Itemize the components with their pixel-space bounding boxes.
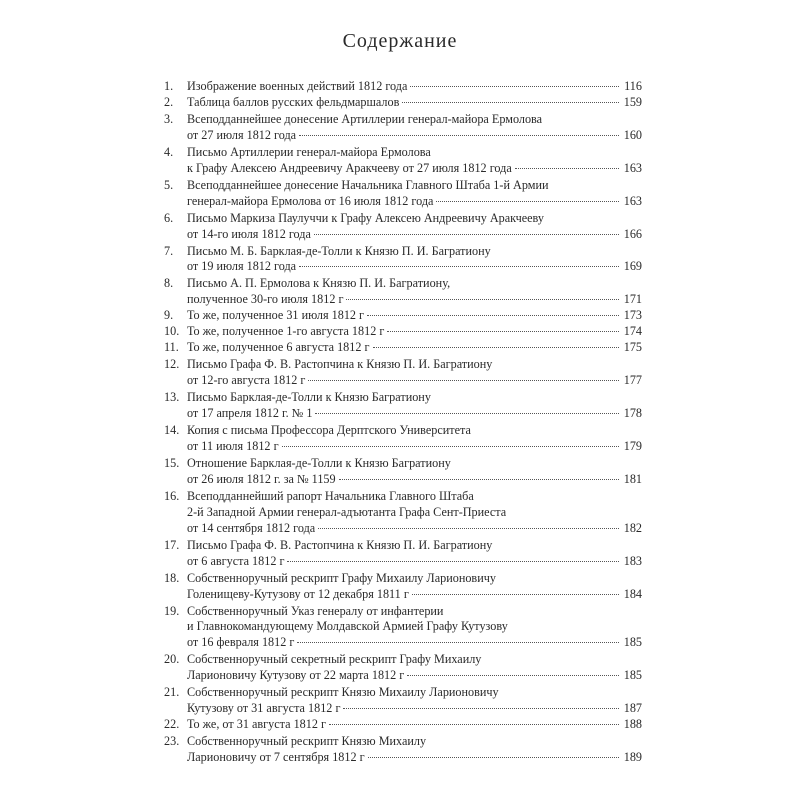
- toc-entry-number: 17.: [164, 537, 180, 552]
- toc-entry[interactable]: [164, 211, 642, 243]
- toc-entry-title-line: от 16 февраля 1812 г: [187, 635, 295, 650]
- toc-entry-number: 11.: [164, 340, 179, 355]
- toc-entry[interactable]: [164, 685, 642, 717]
- toc-entry-page-number: 187: [623, 701, 642, 716]
- toc-entry-page-number: 173: [623, 308, 642, 323]
- dot-leader: [339, 479, 619, 480]
- toc-entry[interactable]: [164, 571, 642, 603]
- toc-entry-number: 15.: [164, 455, 180, 470]
- toc-entry-page-number: 177: [623, 373, 642, 388]
- toc-entry-title-line: Копия с письма Профессора Дерптского Университета: [187, 423, 471, 438]
- toc-entry-page-number: 166: [623, 226, 642, 241]
- toc-entry-number: 10.: [164, 324, 180, 339]
- toc-entry-title-line: То же, полученное 1-го августа 1812 г: [187, 324, 385, 339]
- toc-entry-page-number: 188: [623, 717, 642, 732]
- toc-entry-page-number: 169: [623, 259, 642, 274]
- dot-leader: [367, 315, 619, 316]
- toc-entry-title-line: от 14-го июля 1812 года: [187, 226, 311, 241]
- toc-entry[interactable]: [164, 95, 642, 111]
- dot-leader: [315, 413, 619, 414]
- toc-entry-title-line: от 11 июля 1812 г: [187, 438, 279, 453]
- toc-entry-title-line: от 27 июля 1812 года: [187, 127, 297, 142]
- dot-leader: [436, 201, 619, 202]
- toc-entry-number: 14.: [164, 423, 180, 438]
- dot-leader: [387, 331, 619, 332]
- toc-entry[interactable]: [164, 604, 642, 652]
- toc-entry[interactable]: [164, 276, 642, 308]
- dot-leader: [297, 642, 619, 643]
- toc-entry-title-line: Собственноручный рескрипт Графу Михаилу Ларионовичу: [187, 570, 496, 585]
- dot-leader: [314, 234, 619, 235]
- toc-entry-page-number: 159: [623, 94, 642, 109]
- toc-entry-title-line: То же, полученное 6 августа 1812 г: [187, 340, 370, 355]
- dot-leader: [299, 135, 619, 136]
- toc-entry-title-line: полученное 30-го июля 1812 г: [187, 292, 344, 307]
- toc-entry-number: 20.: [164, 652, 180, 667]
- page-title: Содержание: [342, 30, 458, 52]
- toc-entry-title-line: Письмо Маркиза Паулуччи к Графу Алексею Андреевичу Аракчееву: [187, 210, 544, 225]
- toc-entry-title-line: Письмо М. Б. Барклая-де-Толли к Князю П. И. Багратиону: [187, 243, 491, 258]
- toc-entry[interactable]: [164, 340, 642, 356]
- toc-entry-title-line: Ларионовичу Кутузову от 22 марта 1812 г: [187, 668, 405, 683]
- toc-entry-title-line: Письмо Графа Ф. В. Растопчина к Князю П. И. Багратиону: [187, 537, 493, 552]
- toc-entry[interactable]: [164, 734, 642, 766]
- toc-entry[interactable]: [164, 538, 642, 570]
- toc-entry-page-number: 184: [623, 586, 642, 601]
- dot-leader: [318, 528, 619, 529]
- toc-entry-number: 12.: [164, 357, 180, 372]
- toc-entry[interactable]: [164, 456, 642, 488]
- toc-entry-title-line: Письмо Артиллерии генерал-майора Ермолова: [187, 144, 431, 159]
- toc-entry-title-line: Всеподданнейший рапорт Начальника Главного Штаба: [187, 488, 474, 503]
- toc-entry-title-line: от 26 июля 1812 г. за № 1159: [187, 471, 336, 486]
- toc-entry-title-line: Письмо А. П. Ермолова к Князю П. И. Багратиону,: [187, 276, 451, 291]
- dot-leader: [329, 724, 619, 725]
- toc-entry-page-number: 178: [623, 406, 642, 421]
- toc-entry[interactable]: [164, 357, 642, 389]
- dot-leader: [346, 299, 619, 300]
- toc-entry-title-line: То же, полученное 31 июля 1812 г: [187, 308, 365, 323]
- dot-leader: [410, 86, 619, 87]
- toc-entry-number: 8.: [164, 276, 174, 291]
- toc-entry-page-number: 171: [623, 292, 642, 307]
- dot-leader: [368, 757, 619, 758]
- toc-entry-title-line: и Главнокомандующему Молдавской Армией Графу Кутузову: [187, 619, 508, 634]
- toc-entry-page-number: 160: [623, 127, 642, 142]
- toc-entry-title-line: Таблица баллов русских фельдмаршалов: [187, 94, 400, 109]
- toc-entry-title-line: от 6 августа 1812 г: [187, 553, 285, 568]
- toc-entry-number: 9.: [164, 308, 174, 323]
- toc-entry-title-line: Собственноручный секретный рескрипт Графу Михаилу: [187, 652, 482, 667]
- toc-entry-number: 16.: [164, 488, 180, 503]
- dot-leader: [407, 675, 619, 676]
- toc-entry-page-number: 185: [623, 668, 642, 683]
- toc-entry-page-number: 182: [623, 520, 642, 535]
- toc-entry[interactable]: [164, 178, 642, 210]
- toc-entry-number: 4.: [164, 144, 174, 159]
- table-of-contents: [164, 79, 642, 766]
- dot-leader: [308, 380, 619, 381]
- toc-entry-number: 7.: [164, 243, 174, 258]
- toc-entry-number: 21.: [164, 685, 180, 700]
- toc-entry[interactable]: [164, 112, 642, 144]
- toc-entry[interactable]: [164, 324, 642, 340]
- toc-entry-title-line: Ларионовичу от 7 сентября 1812 г: [187, 750, 365, 765]
- toc-entry-number: 19.: [164, 603, 180, 618]
- toc-entry-number: 3.: [164, 111, 174, 126]
- toc-entry-title-line: Всеподданнейшее донесение Начальника Главного Штаба 1-й Армии: [187, 177, 549, 192]
- toc-entry-page-number: 174: [623, 324, 642, 339]
- toc-entry-title-line: Письмо Барклая-де-Толли к Князю Багратиону: [187, 390, 431, 405]
- toc-entry-title-line: Голенищеву-Кутузову от 12 декабря 1811 г: [187, 586, 409, 601]
- toc-entry-number: 1.: [164, 79, 174, 93]
- toc-entry-title-line: от 17 апреля 1812 г. № 1: [187, 406, 313, 421]
- toc-entry-title-line: Собственноручный Указ генералу от инфантерии: [187, 603, 444, 618]
- toc-entry-title-line: от 14 сентября 1812 года: [187, 520, 316, 535]
- toc-entry-title-line: от 19 июля 1812 года: [187, 259, 297, 274]
- toc-entry[interactable]: [164, 244, 642, 276]
- toc-entry[interactable]: [164, 652, 642, 684]
- toc-entry-title-line: То же, от 31 августа 1812 г: [187, 717, 326, 732]
- toc-entry-title-line: Кутузову от 31 августа 1812 г: [187, 701, 341, 716]
- toc-entry[interactable]: [164, 717, 642, 733]
- toc-entry-page-number: 179: [623, 438, 642, 453]
- toc-entry-title-line: генерал-майора Ермолова от 16 июля 1812 года: [187, 193, 434, 208]
- dot-leader: [412, 594, 619, 595]
- dot-leader: [282, 446, 619, 447]
- toc-entry[interactable]: [164, 308, 642, 324]
- toc-entry-number: 2.: [164, 94, 174, 109]
- toc-entry-number: 5.: [164, 177, 174, 192]
- toc-entry-title-line: от 12-го августа 1812 г: [187, 373, 306, 388]
- toc-entry[interactable]: [164, 79, 642, 95]
- dot-leader: [515, 168, 619, 169]
- dot-leader: [343, 708, 619, 709]
- toc-entry-number: 22.: [164, 717, 180, 732]
- toc-entry-page-number: 163: [623, 193, 642, 208]
- toc-entry-page-number: 183: [623, 553, 642, 568]
- dot-leader: [299, 266, 619, 267]
- toc-entry-title-line: Письмо Графа Ф. В. Растопчина к Князю П. И. Багратиону: [187, 357, 493, 372]
- toc-entry-number: 13.: [164, 390, 180, 405]
- dot-leader: [373, 347, 619, 348]
- toc-entry-page-number: 185: [623, 635, 642, 650]
- toc-entry[interactable]: [164, 390, 642, 422]
- toc-entry-number: 6.: [164, 210, 174, 225]
- toc-entry-number: 18.: [164, 570, 180, 585]
- toc-entry[interactable]: [164, 489, 642, 537]
- dot-leader: [287, 561, 619, 562]
- toc-entry-page-number: 181: [623, 471, 642, 486]
- toc-entry-title-line: Собственноручный рескрипт Князю Михаилу Ларионовичу: [187, 685, 499, 700]
- toc-entry-title-line: Собственноручный рескрипт Князю Михаилу: [187, 734, 427, 749]
- toc-entry-page-number: 163: [623, 160, 642, 175]
- toc-entry-page-number: 189: [623, 750, 642, 765]
- toc-entry-title-line: Отношение Барклая-де-Толли к Князю Багратиону: [187, 455, 451, 470]
- toc-entry-title-line: Всеподданнейшее донесение Артиллерии генерал-майора Ермолова: [187, 111, 543, 126]
- dot-leader: [402, 102, 619, 103]
- toc-entry[interactable]: [164, 145, 642, 177]
- toc-entry-number: 23.: [164, 734, 180, 749]
- toc-entry-title-line: к Графу Алексею Андреевичу Аракчееву от 27 июля 1812 года: [187, 160, 512, 175]
- toc-entry[interactable]: [164, 423, 642, 455]
- toc-entry-title-line: Изображение военных действий 1812 года: [187, 79, 408, 93]
- toc-entry-title-line: 2-й Западной Армии генерал-адъютанта Графа Сент-Приеста: [187, 504, 507, 519]
- toc-entry-page-number: 116: [624, 79, 642, 93]
- toc-entry-page-number: 175: [623, 340, 642, 355]
